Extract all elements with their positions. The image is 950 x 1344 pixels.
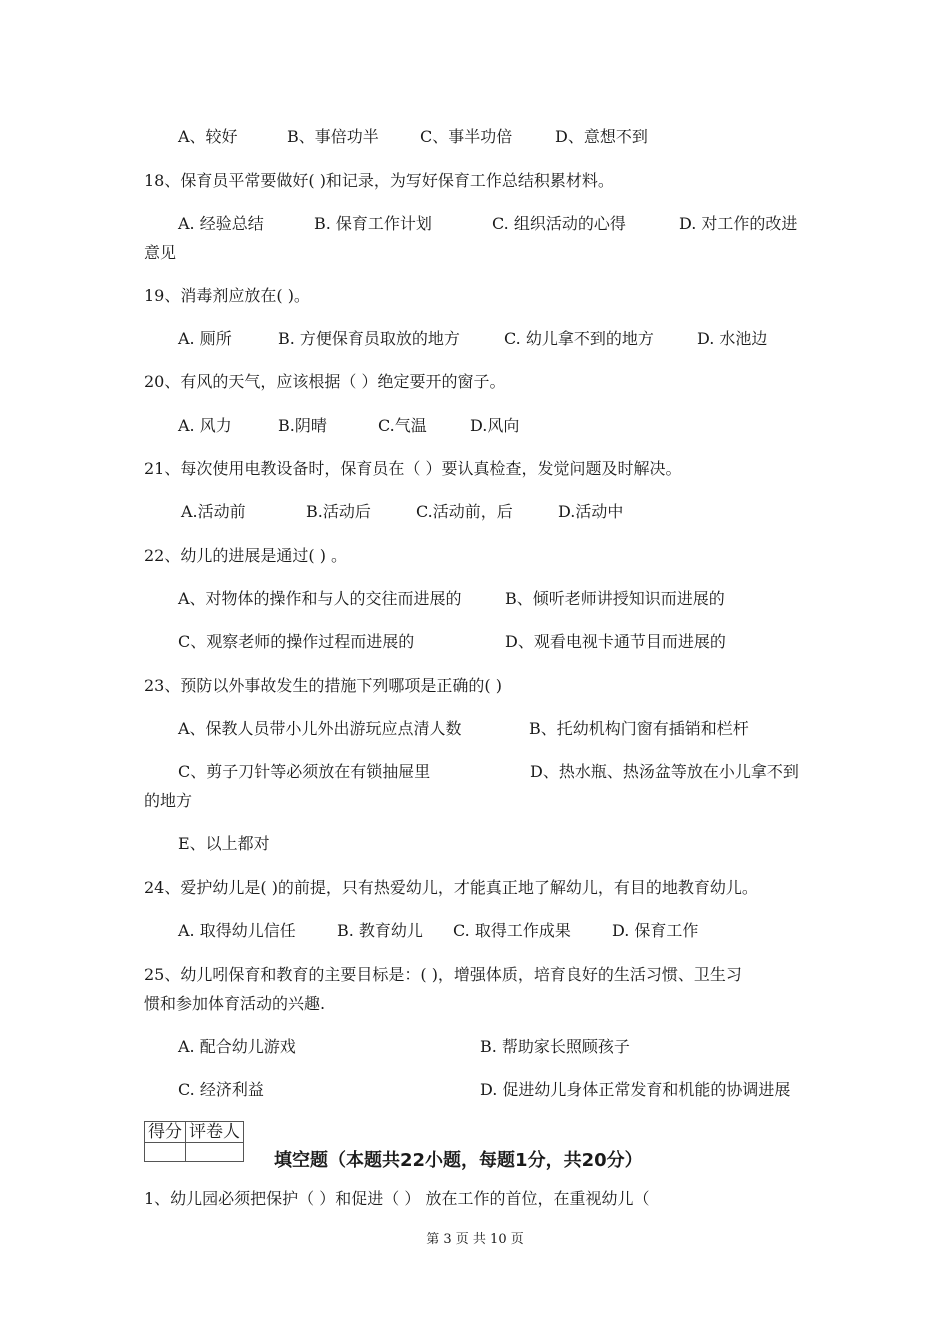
q24-option-b: B. 教育幼儿 xyxy=(337,921,423,940)
q21-stem: 21、每次使用电教设备时，保育员在（ ）要认真检查，发觉问题及时解决。 xyxy=(144,459,682,478)
q20-option-b: B.阴晴 xyxy=(278,416,327,435)
q18-option-c: C. 组织活动的心得 xyxy=(492,214,626,233)
q24-option-c: C. 取得工作成果 xyxy=(453,921,571,940)
q22-option-b: B、倾听老师讲授知识而进展的 xyxy=(505,589,725,608)
q20-option-c: C.气温 xyxy=(378,416,427,435)
q24-option-d: D. 保育工作 xyxy=(612,921,699,940)
q25-option-c: C. 经济利益 xyxy=(178,1080,264,1099)
q19-option-c: C. 幼儿拿不到的地方 xyxy=(504,329,654,348)
q17-option-c: C、事半功倍 xyxy=(420,127,513,146)
q22-stem: 22、幼儿的进展是通过( ) 。 xyxy=(144,546,348,565)
q20-stem: 20、有风的天气，应该根据（ ）绝定要开的窗子。 xyxy=(144,372,506,391)
grader-label: 评卷人 xyxy=(186,1122,244,1143)
q20-option-a: A. 风力 xyxy=(178,416,232,435)
q17-option-a: A、较好 xyxy=(178,127,238,146)
q17-option-b: B、事倍功半 xyxy=(287,127,379,146)
q25-option-b: B. 帮助家长照顾孩子 xyxy=(480,1037,630,1056)
q25-stem-continued: 惯和参加体育活动的兴趣. xyxy=(144,994,326,1013)
q18-stem: 18、保育员平常要做好( )和记录，为写好保育工作总结积累材料。 xyxy=(144,171,614,190)
score-cell xyxy=(145,1143,186,1162)
q19-option-d: D. 水池边 xyxy=(697,329,768,348)
score-label: 得分 xyxy=(145,1122,186,1143)
q18-option-a: A. 经验总结 xyxy=(178,214,264,233)
q21-option-b: B.活动后 xyxy=(306,502,371,521)
q23-option-a: A、保教人员带小儿外出游玩应点清人数 xyxy=(178,719,462,738)
q25-option-a: A. 配合幼儿游戏 xyxy=(178,1037,296,1056)
q22-option-c: C、观察老师的操作过程而进展的 xyxy=(178,632,415,651)
score-table xyxy=(144,1121,244,1162)
q24-option-a: A. 取得幼儿信任 xyxy=(178,921,296,940)
q20-option-d: D.风向 xyxy=(470,416,520,435)
q24-stem: 24、爱护幼儿是( )的前提，只有热爱幼儿，才能真正地了解幼儿，有目的地教育幼儿。 xyxy=(144,878,758,897)
q18-option-d: D. 对工作的改进 xyxy=(679,214,798,233)
q21-option-d: D.活动中 xyxy=(558,502,624,521)
fill-question-1: 1、幼儿园必须把保护（ ）和促进（ ） 放在工作的首位，在重视幼儿（ xyxy=(144,1189,650,1208)
q25-option-d: D. 促进幼儿身体正常发育和机能的协调进展 xyxy=(480,1080,791,1099)
section-title: 填空题（本题共22小题，每题1分，共20分） xyxy=(274,1150,643,1171)
q22-option-d: D、观看电视卡通节目而进展的 xyxy=(505,632,726,651)
q23-option-c: C、剪子刀针等必须放在有锁抽屉里 xyxy=(178,762,431,781)
q23-option-b: B、托幼机构门窗有插销和栏杆 xyxy=(529,719,749,738)
q19-option-b: B. 方便保育员取放的地方 xyxy=(278,329,460,348)
grader-cell xyxy=(186,1143,244,1162)
q21-option-c: C.活动前，后 xyxy=(416,502,513,521)
q25-stem: 25、幼儿吲保育和教育的主要目标是：( )，增强体质，培育良好的生活习惯、卫生习 xyxy=(144,965,742,984)
q23-option-e: E、以上都对 xyxy=(178,834,270,853)
q23-option-d: D、热水瓶、热汤盆等放在小儿拿不到 xyxy=(530,762,799,781)
q22-option-a: A、对物体的操作和与人的交往而进展的 xyxy=(178,589,462,608)
q18-option-d-continued: 意见 xyxy=(144,243,177,262)
q23-option-d-continued: 的地方 xyxy=(144,791,193,810)
q21-option-a: A.活动前 xyxy=(181,502,246,521)
q19-option-a: A. 厕所 xyxy=(178,329,232,348)
q23-stem: 23、预防以外事故发生的措施下列哪项是正确的( ) xyxy=(144,676,502,695)
q19-stem: 19、消毒剂应放在( )。 xyxy=(144,286,310,305)
page-footer: 第 3 页 共 10 页 xyxy=(426,1232,524,1247)
q17-option-d: D、意想不到 xyxy=(555,127,648,146)
q18-option-b: B. 保育工作计划 xyxy=(314,214,432,233)
